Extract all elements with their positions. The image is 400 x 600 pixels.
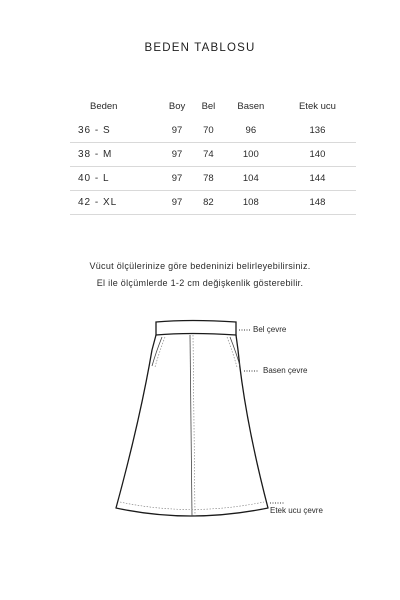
header-etek-ucu: Etek ucu xyxy=(298,100,336,112)
bel-cell: 74 xyxy=(194,143,223,167)
basen-cell: 100 xyxy=(223,143,279,167)
size-label: 36 - S xyxy=(70,119,160,143)
note-line-2: El ile ölçümlerde 1-2 cm değişkenlik gösterebilir. xyxy=(96,278,304,288)
etek-ucu-cell: 144 xyxy=(279,167,356,191)
note-line-1: Vücut ölçülerinize göre bedeninizi belirleyebilirsiniz. xyxy=(89,261,311,271)
etek-ucu-cell: 148 xyxy=(279,191,356,215)
hem-label: Etek ucu çevre xyxy=(270,506,323,515)
center-seam-stitch xyxy=(193,335,195,516)
bel-cell: 82 xyxy=(194,191,223,215)
header-boy: Boy xyxy=(168,100,186,112)
center-seam xyxy=(190,335,192,516)
basen-cell: 108 xyxy=(223,191,279,215)
boy-cell: 97 xyxy=(160,143,194,167)
bel-cell: 78 xyxy=(194,167,223,191)
basen-cell: 104 xyxy=(223,167,279,191)
hip-label: Basen çevre xyxy=(263,366,308,375)
header-bel: Bel xyxy=(201,100,216,112)
etek-ucu-cell: 140 xyxy=(279,143,356,167)
size-label: 38 - M xyxy=(70,143,160,167)
etek-ucu-cell: 136 xyxy=(279,119,356,143)
page-title: BEDEN TABLOSU xyxy=(144,42,256,54)
size-label: 40 - L xyxy=(70,167,160,191)
header-beden: Beden xyxy=(90,100,118,112)
size-label: 42 - XL xyxy=(70,191,160,215)
boy-cell: 97 xyxy=(160,119,194,143)
pocket-left xyxy=(152,337,162,366)
header-basen: Basen xyxy=(237,100,265,112)
boy-cell: 97 xyxy=(160,191,194,215)
skirt-waistband xyxy=(156,321,236,336)
waist-label: Bel çevre xyxy=(253,325,287,334)
bel-cell: 70 xyxy=(194,119,223,143)
boy-cell: 97 xyxy=(160,167,194,191)
basen-cell: 96 xyxy=(223,119,279,143)
